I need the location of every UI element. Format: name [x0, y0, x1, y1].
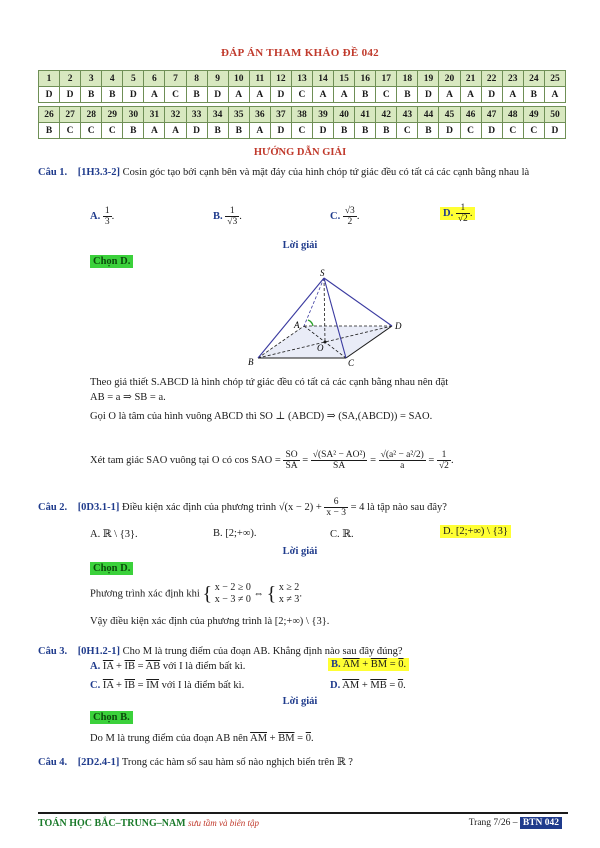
question-number-cell: 19 — [418, 71, 439, 87]
answer-letter-cell: D — [270, 87, 291, 103]
question-number-cell: 6 — [144, 71, 165, 87]
question-number-cell: 14 — [313, 71, 334, 87]
question-tag: [1H3.3-2] — [77, 167, 120, 178]
answer-letter-cell: B — [355, 87, 376, 103]
answer-letter-cell: D — [439, 123, 460, 139]
question-number-cell: 8 — [186, 71, 207, 87]
q3-chon: Chọn B. — [90, 712, 133, 723]
q1-solution-2: AB = a ⇒ SB = a. — [90, 392, 166, 403]
answer-letter-cell: D — [186, 123, 207, 139]
footer-left: TOÁN HỌC BẮC–TRUNG–NAM sưu tầm và biên tập — [38, 818, 260, 829]
question-label: Câu 1. — [38, 167, 68, 178]
q1-option-a[interactable]: A. $\frac{1}{3}$ . — [90, 206, 115, 227]
answer-letter-cell: C — [291, 87, 312, 103]
question-number-cell: 21 — [460, 71, 481, 87]
question-number-cell: 48 — [502, 107, 523, 123]
answer-letter-cell: D — [313, 123, 334, 139]
q2-solution-2: Vậy điều kiện xác định của phương trình là [2;+∞) \ {3}. — [90, 616, 330, 627]
answer-letter-cell: C — [81, 123, 102, 139]
answer-letter-cell: C — [397, 123, 418, 139]
answer-letter-cell: A — [144, 87, 165, 103]
question-number-cell: 27 — [60, 107, 81, 123]
answer-letter-cell: B — [376, 123, 397, 139]
question-number-cell: 29 — [102, 107, 123, 123]
question-number-cell: 7 — [165, 71, 186, 87]
answer-letter-cell: A — [544, 87, 565, 103]
answer-letter-cell: A — [144, 123, 165, 139]
q2-solution-1: Phương trình xác định khi { x − 2 ≥ 0 x − 3 ≠ 0 ⇔ { x ≥ 2 x ≠ 3. — [90, 582, 302, 605]
label-a: A — [294, 320, 300, 330]
q1-option-d[interactable]: D. $\frac{1}{√2}$ . — [440, 203, 475, 224]
answer-letter-cell: D — [123, 87, 144, 103]
answer-letter-cell: D — [270, 123, 291, 139]
q2-option-c[interactable]: C. ℝ. — [330, 529, 354, 540]
footer-page: Trang 7/26 – BTN 042 — [469, 818, 562, 828]
question-number-cell: 32 — [165, 107, 186, 123]
answer-letter-cell: A — [334, 87, 355, 103]
label-c: C — [348, 358, 355, 368]
answer-table-1 — [38, 70, 566, 103]
answer-letter-cell: B — [334, 123, 355, 139]
label-o: O — [317, 343, 324, 353]
answer-letter-cell: A — [313, 87, 334, 103]
question-number-cell: 12 — [270, 71, 291, 87]
label-b: B — [248, 357, 254, 367]
question-number-cell: 10 — [228, 71, 249, 87]
answer-letter-cell: C — [102, 123, 123, 139]
answer-letter-cell: D — [39, 87, 60, 103]
question-number-cell: 17 — [376, 71, 397, 87]
question-number-cell: 43 — [397, 107, 418, 123]
q3-option-d[interactable]: D. $\overline{AM} + \overline{MB} = 0$. — [330, 680, 406, 691]
answer-letter-cell: B — [397, 87, 418, 103]
question-text: Cosin góc tạo bởi cạnh bên và mặt đáy của hình chóp tứ giác đều có tất cả các cạnh bằng nhau là — [122, 167, 530, 178]
question-number-cell: 9 — [207, 71, 228, 87]
answer-letter-cell: D — [481, 87, 502, 103]
question-number-cell: 38 — [291, 107, 312, 123]
question-3: Câu 3. [0H1.2-1] Cho M là trung điểm của đoạn AB. Khẳng định nào sau đây đúng? — [38, 646, 403, 657]
answer-letter-cell: A — [249, 87, 270, 103]
answer-letter-cell: D — [207, 87, 228, 103]
question-number-cell: 35 — [228, 107, 249, 123]
question-number-cell: 41 — [355, 107, 376, 123]
q1-loi-giai: Lời giải — [282, 240, 318, 251]
question-number-cell: 25 — [544, 71, 565, 87]
answer-table-2 — [38, 106, 566, 139]
answer-letter-cell: D — [544, 123, 565, 139]
answer-letter-cell: B — [418, 123, 439, 139]
answer-letter-cell: B — [207, 123, 228, 139]
q2-chon: Chọn D. — [90, 563, 133, 574]
answer-letter-cell: B — [228, 123, 249, 139]
question-number-cell: 5 — [123, 71, 144, 87]
answer-letter-cell: A — [228, 87, 249, 103]
question-number-cell: 39 — [313, 107, 334, 123]
q3-solution: Do M là trung điểm của đoạn AB nên $\overline{AM} + \overline{BM} = 0$. — [90, 733, 314, 744]
answer-letter-cell: B — [81, 87, 102, 103]
q1-chon: Chọn D. — [90, 256, 133, 267]
question-2: Câu 2. [0D3.1-1] Điều kiện xác định của phương trình √(x − 2) + $\frac{6}{x - 3}$ = 4 là tập nào sau đây? — [38, 497, 447, 518]
answer-title: ĐÁP ÁN THAM KHẢO ĐỀ 042 — [221, 47, 379, 59]
answer-letter-cell: C — [502, 123, 523, 139]
answer-letter-cell: C — [523, 123, 544, 139]
question-number-cell: 47 — [481, 107, 502, 123]
question-number-cell: 13 — [291, 71, 312, 87]
question-1 — [38, 166, 568, 180]
question-number-cell: 34 — [207, 107, 228, 123]
q3-loi-giai: Lời giải — [282, 696, 318, 707]
question-number-cell: 40 — [334, 107, 355, 123]
answer-letter-cell: D — [481, 123, 502, 139]
question-number-cell: 20 — [439, 71, 460, 87]
q1-option-b[interactable]: B. $\frac{1}{√3}$ . — [213, 206, 242, 227]
question-number-cell: 26 — [39, 107, 60, 123]
question-number-cell: 23 — [502, 71, 523, 87]
question-number-cell: 15 — [334, 71, 355, 87]
answer-letter-cell: A — [439, 87, 460, 103]
question-number-cell: 49 — [523, 107, 544, 123]
footer-code: BTN 042 — [520, 817, 562, 829]
label-d: D — [395, 321, 402, 331]
question-4: Câu 4. [2D2.4-1] Trong các hàm số sau hàm số nào nghịch biến trên ℝ ? — [38, 757, 353, 768]
q3-option-c[interactable]: C. $\overline{IA} + \overline{IB} = \overline{IM}$ với I là điểm bất kì. — [90, 680, 245, 691]
question-number-cell: 18 — [397, 71, 418, 87]
q1-solution-3: Gọi O là tâm của hình vuông ABCD thì SO ⊥ (ABCD) ⇒ (SA,(ABCD)) = SAO. — [90, 411, 433, 422]
question-number-cell: 28 — [81, 107, 102, 123]
question-number-cell: 1 — [39, 71, 60, 87]
answer-letter-cell: C — [60, 123, 81, 139]
question-number-cell: 33 — [186, 107, 207, 123]
answer-letter-cell: C — [376, 87, 397, 103]
question-number-cell: 2 — [60, 71, 81, 87]
question-number-cell: 30 — [123, 107, 144, 123]
q1-option-c[interactable]: C. $\frac{√3}{2}$ . — [330, 206, 360, 227]
pyramid-figure — [244, 268, 414, 372]
q2-option-a[interactable]: A. ℝ \ {3}. — [90, 529, 138, 540]
q2-loi-giai: Lời giải — [282, 546, 318, 557]
question-number-cell: 11 — [249, 71, 270, 87]
question-number-cell: 50 — [544, 107, 565, 123]
answer-letter-cell: C — [291, 123, 312, 139]
q3-option-b[interactable]: B. $\overline{AM} + \overline{BM} = 0$. — [328, 659, 409, 670]
question-number-cell: 46 — [460, 107, 481, 123]
answer-letter-cell: B — [523, 87, 544, 103]
answer-letter-cell: B — [186, 87, 207, 103]
question-number-cell: 4 — [102, 71, 123, 87]
label-s: S — [320, 268, 325, 278]
q3-option-a[interactable]: A. $\overline{IA} + \overline{IB} = \overline{AB}$ với I là điểm bất kì. — [90, 661, 246, 672]
question-number-cell: 45 — [439, 107, 460, 123]
question-number-cell: 3 — [81, 71, 102, 87]
q1-solution-4: Xét tam giác SAO vuông tại O có cos SAO = $\frac{SO}{SA}$ = $\frac{\text{√(SA² − AO²)}}{SA}$ = $\frac{\text{√(a² − a²/2)}}{a}$ = $\frac{1}{√2}$ . — [90, 450, 454, 471]
question-number-cell: 37 — [270, 107, 291, 123]
question-number-cell: 22 — [481, 71, 502, 87]
answer-letter-cell: A — [249, 123, 270, 139]
question-number-cell: 36 — [249, 107, 270, 123]
answer-letter-cell: B — [355, 123, 376, 139]
answer-letter-cell: D — [60, 87, 81, 103]
question-number-cell: 44 — [418, 107, 439, 123]
footer-divider — [38, 812, 568, 814]
answer-letter-cell: D — [418, 87, 439, 103]
question-number-cell: 16 — [355, 71, 376, 87]
section-heading: HƯỚNG DẪN GIẢI — [253, 147, 347, 158]
question-number-cell: 31 — [144, 107, 165, 123]
q2-option-d[interactable]: D. [2;+∞) \ {3} — [440, 526, 511, 537]
answer-letter-cell: C — [165, 87, 186, 103]
answer-letter-cell: B — [102, 87, 123, 103]
q1-solution-1: Theo giả thiết S.ABCD là hình chóp tứ giác đều có tất cả các cạnh bằng nhau nên đặt — [90, 377, 449, 388]
answer-letter-cell: A — [460, 87, 481, 103]
answer-letter-cell: A — [502, 87, 523, 103]
q2-option-b[interactable]: B. [2;+∞). — [213, 528, 257, 539]
answer-letter-cell: B — [39, 123, 60, 139]
answer-letter-cell: C — [460, 123, 481, 139]
answer-letter-cell: A — [165, 123, 186, 139]
question-number-cell: 24 — [523, 71, 544, 87]
question-number-cell: 42 — [376, 107, 397, 123]
answer-letter-cell: B — [123, 123, 144, 139]
